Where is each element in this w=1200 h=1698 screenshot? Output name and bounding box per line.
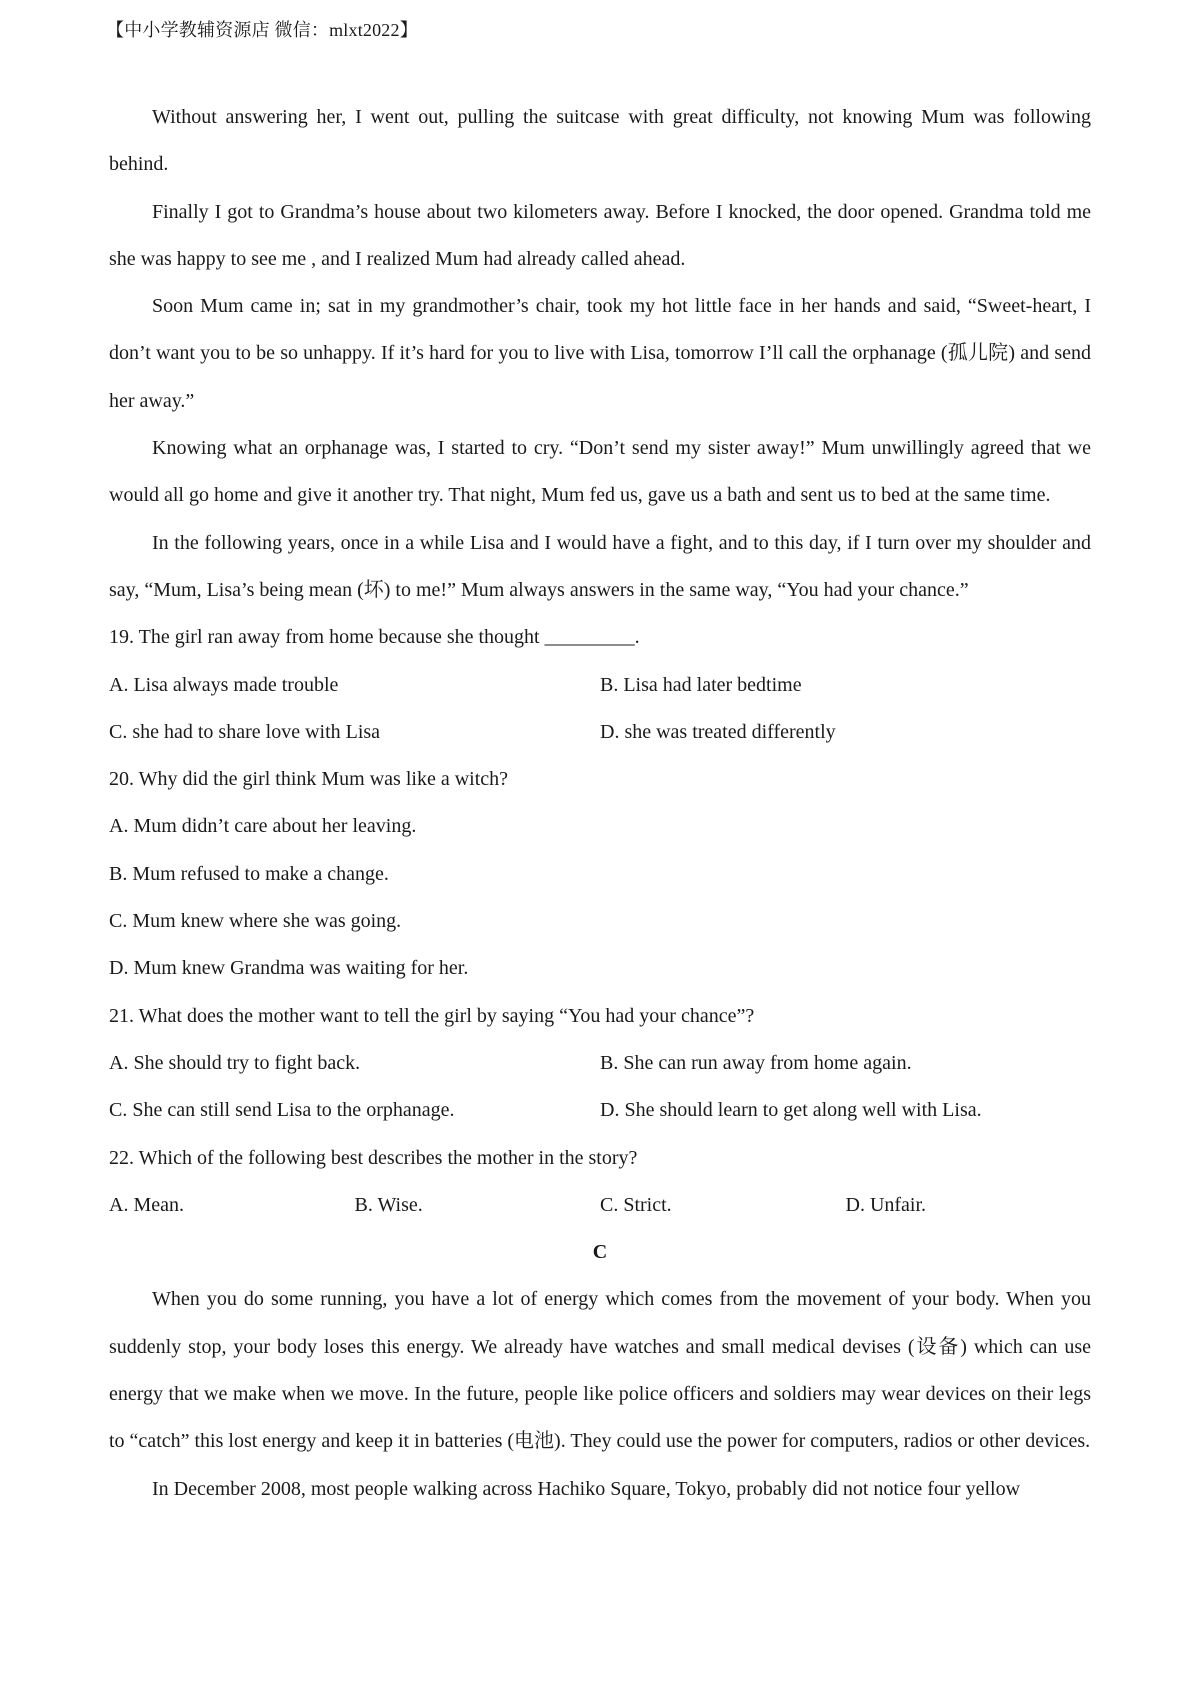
question-19 <box>109 614 1091 756</box>
option-c: C. Mum knew where she was going. <box>109 910 402 933</box>
option-a: A. Mean. <box>109 1193 184 1216</box>
option-b: B. Mum refused to make a change. <box>109 862 389 885</box>
exam-content <box>109 94 1091 1513</box>
option-c: C. she had to share love with Lisa <box>109 720 381 743</box>
option-a: A. Mum didn’t care about her leaving. <box>109 815 417 838</box>
passage-b-paragraph-1: Without answering her, I went out, pulling the suitcase with great difficulty, not knowing Mum was following behind. <box>109 106 1091 176</box>
option-d: D. Unfair. <box>845 1193 927 1216</box>
question-21 <box>109 993 1091 1135</box>
option-row <box>109 1087 1091 1134</box>
option-b: B. Wise. <box>354 1193 423 1216</box>
option-row <box>109 709 1091 756</box>
passage-b-paragraph-2: Finally I got to Grandma’s house about two kilometers away. Before I knocked, the door opened. Grandma told me she was happy to see me , and I realized Mum had already called ahead. <box>109 200 1091 270</box>
question-stem: 19. The girl ran away from home because she thought _________. <box>109 626 640 649</box>
passage-c-title: C <box>592 1241 608 1264</box>
question-stem: 22. Which of the following best describes the mother in the story? <box>109 1146 638 1169</box>
option-row <box>109 1040 1091 1087</box>
page-header-source: 【中小学教辅资源店 微信：mlxt2022】 <box>106 20 418 40</box>
option-d: D. Mum knew Grandma was waiting for her. <box>109 957 469 980</box>
question-22 <box>109 1135 1091 1230</box>
passage-c-paragraph-1: When you do some running, you have a lot of energy which comes from the movement of your body. When you suddenly stop, your body loses this energy. We already have watches and small medical devises (设备) which can use energy that we make when we move. In the future, people like police officers and soldiers may wear devices on their legs to “catch” this lost energy and keep it in batteries (电池). They could use the power for computers, radios or other devices. <box>109 1288 1091 1453</box>
option-b: B. She can run away from home again. <box>600 1051 912 1074</box>
passage-b-paragraph-4: Knowing what an orphanage was, I started to cry. “Don’t send my sister away!” Mum unwillingly agreed that we would all go home and give it another try. That night, Mum fed us, gave us a bath and sent us to bed at the same time. <box>109 437 1091 507</box>
question-stem: 20. Why did the girl think Mum was like a witch? <box>109 768 509 791</box>
option-a: A. She should try to fight back. <box>109 1051 361 1074</box>
question-20 <box>109 756 1091 992</box>
option-c: C. She can still send Lisa to the orphanage. <box>109 1099 455 1122</box>
option-row <box>109 662 1091 709</box>
question-stem: 21. What does the mother want to tell the girl by saying “You had your chance”? <box>109 1004 755 1027</box>
option-d: D. She should learn to get along well with Lisa. <box>600 1099 982 1122</box>
option-row <box>109 1182 1091 1229</box>
passage-c-paragraph-2: In December 2008, most people walking across Hachiko Square, Tokyo, probably did not notice four yellow <box>152 1477 1021 1500</box>
passage-b-paragraph-5: In the following years, once in a while Lisa and I would have a fight, and to this day, if I turn over my shoulder and say, “Mum, Lisa’s being mean (坏) to me!” Mum always answers in the same way, “You had your chance.” <box>109 531 1091 601</box>
option-c: C. Strict. <box>600 1193 672 1216</box>
option-b: B. Lisa had later bedtime <box>600 673 802 696</box>
option-d: D. she was treated differently <box>600 720 836 743</box>
option-a: A. Lisa always made trouble <box>109 673 339 696</box>
passage-b-paragraph-3: Soon Mum came in; sat in my grandmother’s chair, took my hot little face in her hands and said, “Sweet-heart, I don’t want you to be so unhappy. If it’s hard for you to live with Lisa, tomorrow I’ll call the orphanage (孤儿院) and send her away.” <box>109 295 1091 412</box>
